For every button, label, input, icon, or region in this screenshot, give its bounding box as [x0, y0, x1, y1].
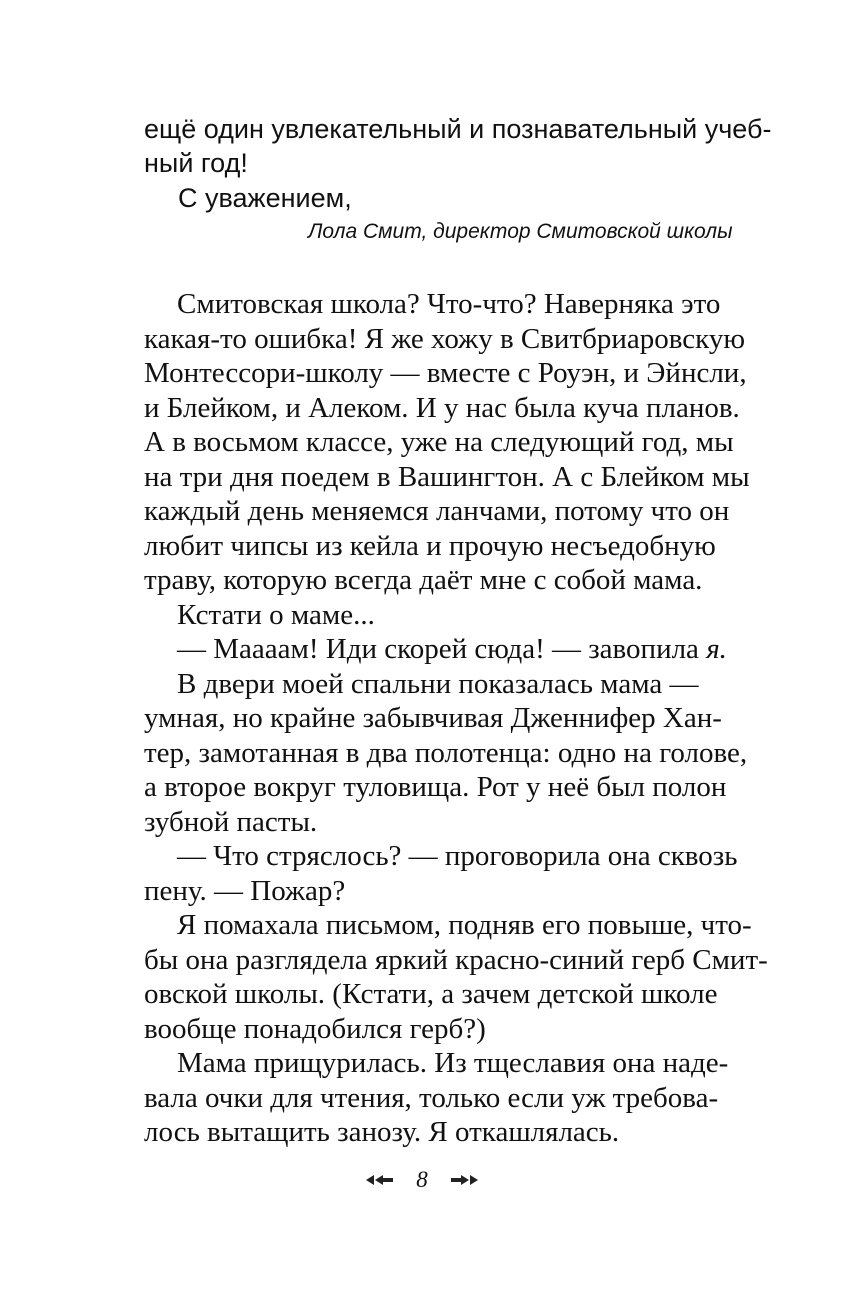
body-line: и Блейком, и Алеком. И у нас была куча планов. [144, 392, 740, 424]
body-line: вообще понадобился герб?) [144, 1013, 486, 1045]
letter-line: ещё один увлекательный и познавательный учеб- [144, 114, 772, 144]
letter-line: ный год! [144, 148, 248, 178]
body-line: Мама прищурилась. Из тщеславия она наде- [177, 1047, 729, 1079]
body-line: В двери моей спальни показалась мама — [177, 668, 699, 700]
page-number: 8 [416, 1167, 428, 1192]
right-arrow-ornament-icon [450, 1173, 478, 1187]
letter-closing: С уважением, [178, 183, 352, 213]
left-arrow-ornament-icon [366, 1173, 394, 1187]
body-line: умная, но крайне забывчивая Дженнифер Хан- [144, 702, 722, 734]
body-line: Я помахала письмом, подняв его повыше, что- [177, 909, 752, 941]
body-line: Смитовская школа? Что-что? Наверняка это [177, 288, 721, 320]
letter-signature: Лола Смит, директор Смитовской школы [308, 220, 733, 243]
body-line: лось вытащить занозу. Я откашлялась. [144, 1116, 620, 1148]
body-line: — Что стряслось? — проговорила она сквозь [177, 840, 738, 872]
body-line: пену. — Пожар? [144, 875, 346, 907]
body-line: на три дня поедем в Вашингтон. А с Блейком мы [144, 461, 750, 493]
body-line: а второе вокруг туловища. Рот у неё был полон [144, 771, 727, 803]
body-line: траву, которую всегда даёт мне с собой мама. [144, 564, 703, 596]
body-line: Монтессори-школу — вместе с Роуэн, и Эйнсли, [144, 357, 747, 389]
body-line [177, 632, 727, 666]
body-line: тер, замотанная в два полотенца: одно на голове, [144, 737, 748, 769]
dialogue-text: — Маааам! Иди скорей сюда! — завопила [177, 633, 707, 665]
body-line: любит чипсы из кейла и прочую несъедобную [144, 530, 716, 562]
body-line: овской школы. (Кстати, а зачем детской школе [144, 978, 718, 1010]
body-line: Кстати о маме... [177, 599, 375, 631]
italic-word: я. [706, 633, 727, 665]
body-line: вала очки для чтения, только если уж требова- [144, 1082, 719, 1114]
body-line: бы она разглядела яркий красно-синий герб Смит- [144, 944, 768, 976]
body-line: зубной пасты. [144, 806, 318, 838]
body-line: А в восьмом классе, уже на следующий год, мы [144, 426, 734, 458]
body-line: какая-то ошибка! Я же хожу в Свитбриаровскую [144, 323, 745, 355]
body-line: каждый день меняемся ланчами, потому что он [144, 495, 730, 527]
page-folio [0, 1166, 844, 1194]
